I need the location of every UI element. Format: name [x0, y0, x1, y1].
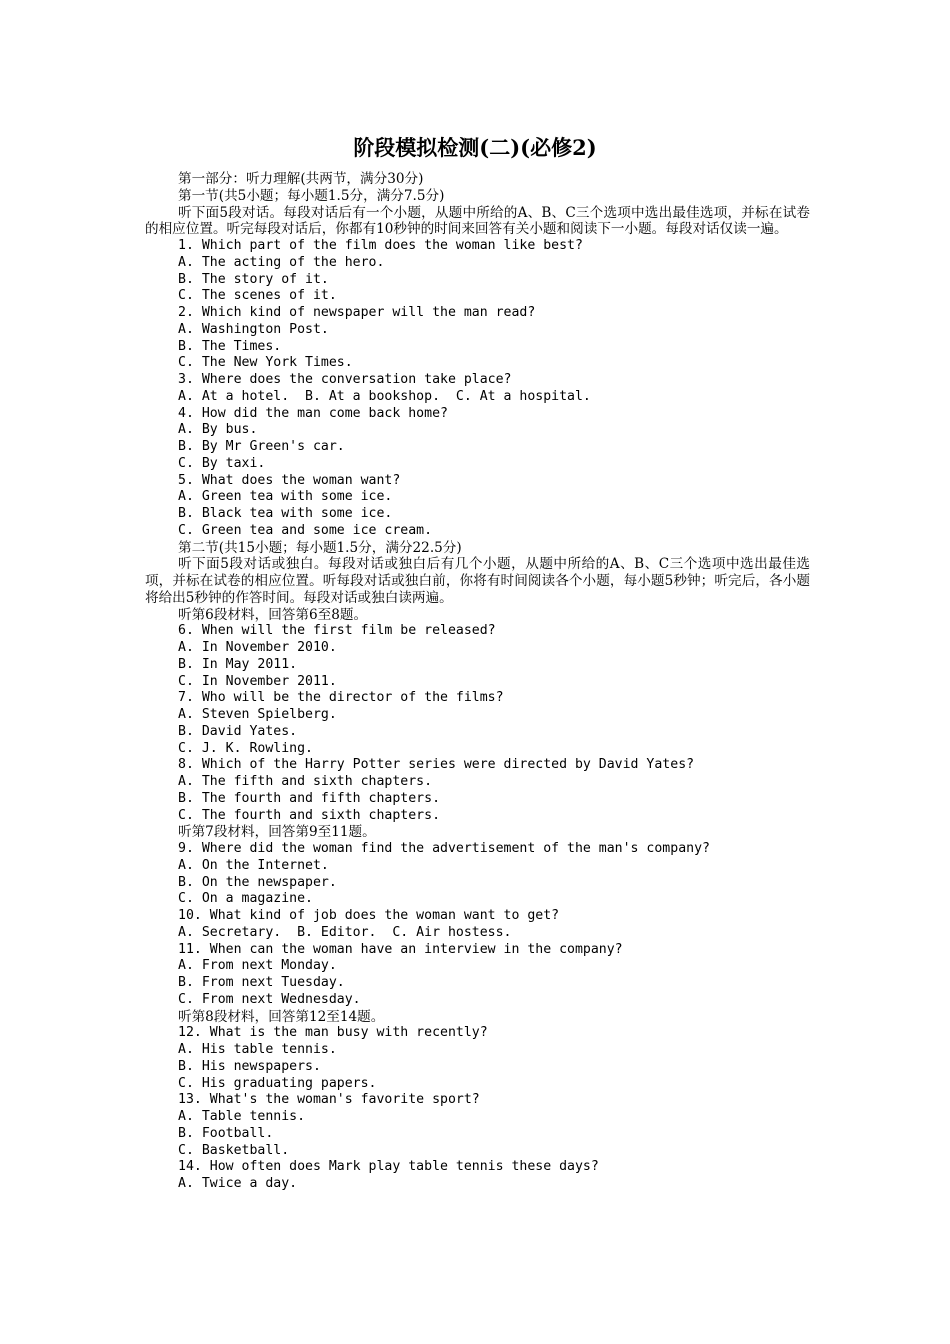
- option-line: C. His graduating papers.: [178, 1075, 377, 1091]
- option-line: A. Twice a day.: [178, 1176, 298, 1191]
- question-line: 1. Which part of the film does the woman like best?: [178, 238, 583, 253]
- part1-heading: 第一部分：听力理解(共两节，满分30分): [178, 171, 424, 187]
- option-line: C. Green tea and some ice cream.: [178, 522, 433, 538]
- question-line: 4. How did the man come back home?: [178, 405, 448, 421]
- option-line: A. The fifth and sixth chapters.: [178, 774, 433, 789]
- option-line: B. The story of it.: [178, 271, 329, 287]
- option-line: A. By bus.: [178, 422, 258, 438]
- question-line: 10. What kind of job does the woman want to get?: [178, 908, 560, 923]
- option-line: B. David Yates.: [178, 723, 298, 739]
- option-line: B. The Times.: [178, 338, 282, 354]
- option-line: B. Football.: [178, 1125, 274, 1141]
- option-line: C. On a magazine.: [178, 891, 313, 907]
- option-line: C. From next Wednesday.: [178, 991, 361, 1007]
- option-line: B. His newspapers.: [178, 1058, 321, 1074]
- question-line: 14. How often does Mark play table tennis these days?: [178, 1159, 599, 1175]
- question-line: 12. What is the man busy with recently?: [178, 1025, 488, 1041]
- option-line: C. The fourth and sixth chapters.: [178, 807, 441, 823]
- option-line: B. By Mr Green's car.: [178, 439, 345, 454]
- option-line: A. Steven Spielberg.: [178, 707, 337, 722]
- option-line: A. The acting of the hero.: [178, 254, 385, 270]
- option-line: B. The fourth and fifth chapters.: [178, 790, 441, 806]
- exam-body: [145, 171, 810, 1193]
- option-line: A. Green tea with some ice.: [178, 489, 393, 505]
- question-list-1-5: [145, 238, 810, 540]
- section2-heading: 第二节(共15小题；每小题1.5分，满分22.5分): [178, 539, 462, 556]
- option-line: A. His table tennis.: [178, 1042, 337, 1057]
- question-line: 9. Where did the woman find the advertisement of the man's company?: [178, 841, 710, 856]
- option-line: B. Black tea with some ice.: [178, 506, 393, 521]
- option-line: A. Secretary. B. Editor. C. Air hostess.: [178, 924, 512, 940]
- question-line: 5. What does the woman want?: [178, 472, 401, 488]
- material-heading: 听第6段材料，回答第6至8题。: [178, 606, 368, 623]
- option-line: A. Washington Post.: [178, 321, 329, 337]
- question-line: 13. What's the woman's favorite sport?: [178, 1092, 480, 1108]
- option-line: C. In November 2011.: [178, 673, 337, 689]
- option-line: B. From next Tuesday.: [178, 975, 345, 990]
- option-line: C. The scenes of it.: [178, 288, 337, 304]
- option-line: C. J. K. Rowling.: [178, 740, 313, 756]
- section1-heading: 第一节(共5小题；每小题1.5分，满分7.5分): [178, 187, 445, 204]
- option-line: A. From next Monday.: [178, 958, 337, 974]
- option-line: A. Table tennis.: [178, 1109, 306, 1124]
- section1-instructions: 听下面5段对话。每段对话后有一个小题，从题中所给的A、B、C三个选项中选出最佳选项，并标在试卷的相应位置。听完每段对话后，你都有10秒钟的时间来回答有关小题和阅读下一小题。每段对话仅读一遍。: [145, 204, 810, 238]
- option-line: B. In May 2011.: [178, 656, 298, 672]
- option-line: C. By taxi.: [178, 455, 266, 471]
- option-line: A. In November 2010.: [178, 640, 337, 655]
- material-heading: 听第7段材料，回答第9至11题。: [178, 824, 376, 841]
- material-heading: 听第8段材料，回答第12至14题。: [178, 1008, 385, 1025]
- question-list-9-11: [145, 841, 810, 1009]
- question-line: 7. Who will be the director of the films?: [178, 690, 504, 706]
- question-list-12-14: [145, 1025, 810, 1193]
- question-line: 3. Where does the conversation take place?: [178, 372, 512, 387]
- question-line: 11. When can the woman have an interview in the company?: [178, 941, 623, 957]
- page-title: 阶段模拟检测(二)(必修2): [353, 135, 597, 160]
- option-line: C. Basketball.: [178, 1142, 290, 1158]
- question-list-6-8: [145, 623, 810, 824]
- question-line: 2. Which kind of newspaper will the man read?: [178, 305, 536, 320]
- option-line: C. The New York Times.: [178, 355, 353, 371]
- option-line: A. At a hotel. B. At a bookshop. C. At a hospital.: [178, 388, 591, 404]
- question-line: 8. Which of the Harry Potter series were directed by David Yates?: [178, 757, 695, 773]
- section2-instructions: 听下面5段对话或独白。每段对话或独白后有几个小题，从题中所给的A、B、C三个选项中选出最佳选项，并标在试卷的相应位置。听每段对话或独白前，你将有时间阅读各个小题，每小题5秒钟；听完后，各小题将给出5秒钟的作答时间。每段对话或独白读两遍。: [145, 556, 810, 606]
- question-line: 6. When will the first film be released?: [178, 623, 496, 639]
- option-line: A. On the Internet.: [178, 857, 329, 873]
- option-line: B. On the newspaper.: [178, 874, 337, 890]
